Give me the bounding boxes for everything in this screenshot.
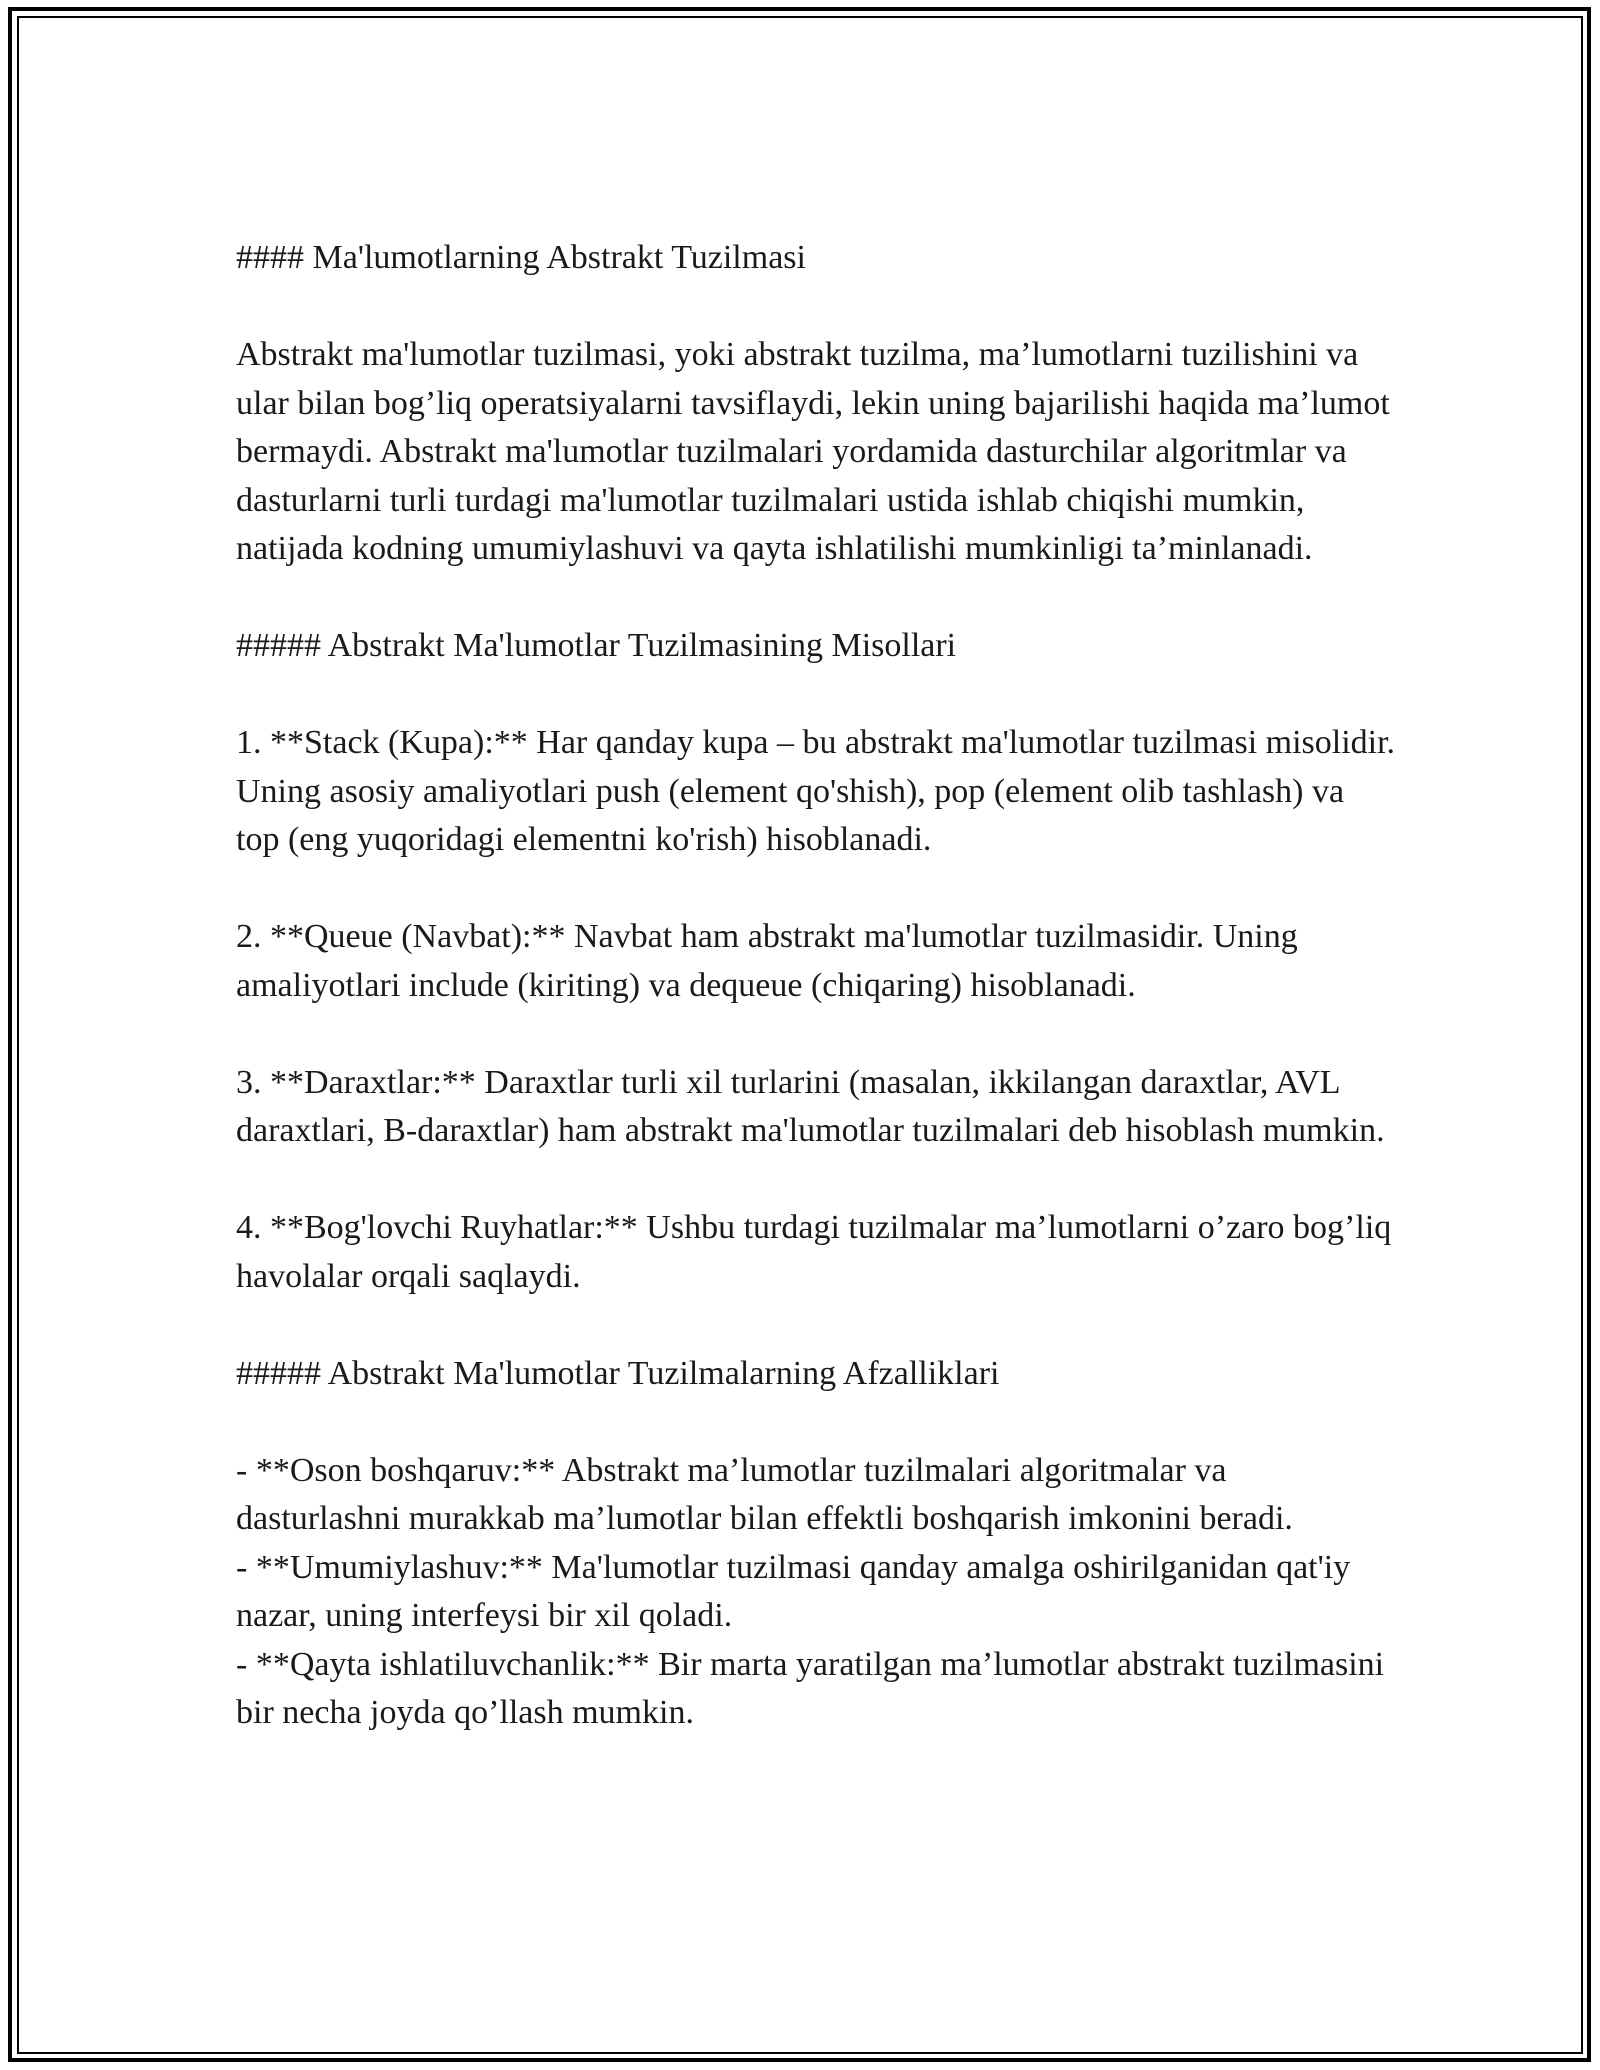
advantage-item: - **Umumiylashuv:** Ma'lumotlar tuzilmasi qanday amalga oshirilganidan qat'iy nazar, uning interfeysi bir xil qoladi. [236,1548,1351,1634]
advantage-item: - **Qayta ishlatiluvchanlik:** Bir marta yaratilgan ma’lumotlar abstrakt tuzilmasini bir necha joyda qo’llash mumkin. [236,1645,1385,1731]
examples-heading: ##### Abstrakt Ma'lumotlar Tuzilmasining Misollari [236,627,957,664]
intro-paragraph: Abstrakt ma'lumotlar tuzilmasi, yoki abstrakt tuzilma, ma’lumotlarni tuzilishini va ular bilan bog’liq operatsiyalarni tavsiflaydi, lekin uning bajarilishi haqida ma’lumot bermaydi. Abstrakt ma'lumotlar tuzilmalari yordamida dasturchilar algoritmlar va dasturlarni turli turdagi ma'lumotlar tuzilmalari ustida ishlab chiqishi mumkin, natijada kodning umumiylashuvi va qayta ishlatilishi mumkinligi ta’minlanadi. [236,336,1390,567]
advantages-heading: ##### Abstrakt Ma'lumotlar Tuzilmalarning Afzalliklari [236,1354,1000,1392]
example-item: 2. **Queue (Navbat):** Navbat ham abstrakt ma'lumotlar tuzilmasidir. Uning amaliyotlari include (kiriting) va dequeue (chiqaring) hisoblanadi. [236,918,1298,1004]
main-heading: #### Ma'lumotlarning Abstrakt Tuzilmasi [236,239,806,276]
example-item: 4. **Bog'lovchi Ruyhatlar:** Ushbu turdagi tuzilmalar ma’lumotlarni o’zaro bog’liq havolalar orqali saqlaydi. [236,1209,1392,1295]
example-item: 1. **Stack (Kupa):** Har qanday kupa – bu abstrakt ma'lumotlar tuzilmasi misolidir. Uning asosiy amaliyotlari push (element qo'shish), pop (element olib tashlash) va top (eng yuqoridagi elementni ko'rish) hisoblanadi. [236,724,1396,858]
document-body [236,234,1396,1738]
advantage-item: - **Oson boshqaruv:** Abstrakt ma’lumotlar tuzilmalari algoritmalar va dasturlashni murakkab ma’lumotlar bilan effektli boshqarish imkonini beradi. [236,1451,1293,1537]
example-item: 3. **Daraxtlar:** Daraxtlar turli xil turlarini (masalan, ikkilangan daraxtlar, AVL daraxtlari, B-daraxtlar) ham abstrakt ma'lumotlar tuzilmalari deb hisoblash mumkin. [236,1063,1385,1149]
